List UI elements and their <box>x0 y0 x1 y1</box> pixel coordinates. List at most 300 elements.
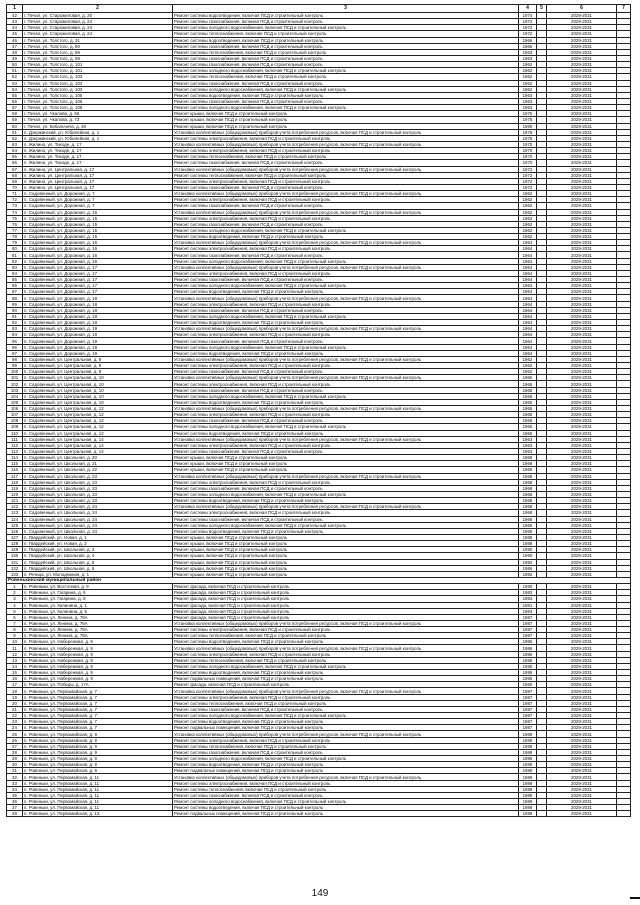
row-number-cell: 118 <box>7 479 23 485</box>
build-year-cell: 1980 <box>519 123 537 129</box>
work-type-cell: Ремонт системы газоснабжения, включая ПСД и строительный контроль <box>173 221 519 227</box>
build-year-cell: 1962 <box>519 86 537 92</box>
period-cell: 2029-2031 <box>547 209 617 215</box>
address-cell: г. Печал, ул. Толстого, д. 99 <box>23 55 173 61</box>
build-year-cell: 1963 <box>519 105 537 111</box>
row-number-cell: 117 <box>7 473 23 479</box>
row-number-cell: 49 <box>7 55 23 61</box>
build-year-cell: 1964 <box>519 283 537 289</box>
address-cell: п. Ровеньки, ул. Набережная, д. 9 <box>23 663 173 669</box>
period-cell: 2029-2031 <box>547 676 617 682</box>
build-year-cell: 1964 <box>519 350 537 356</box>
address-cell: п. Садовенный, ул. Школьная, д. 24 <box>23 510 173 516</box>
build-year-cell: 1968 <box>519 510 537 516</box>
work-type-cell: Ремонт крыши, включая ПСД и строительный контроль <box>173 123 519 129</box>
address-cell: п. Садовенный, ул. Дорожная, д. 16 <box>23 258 173 264</box>
build-year-cell: 1989 <box>519 768 537 774</box>
build-year-cell: 1968 <box>519 528 537 534</box>
work-type-cell: Ремонт системы газоснабжения, включая ПСД и строительный контроль <box>173 448 519 454</box>
row-number-cell: 99 <box>7 363 23 369</box>
period-cell: 2029-2031 <box>547 412 617 418</box>
build-year-cell: 1964 <box>519 277 537 283</box>
build-year-cell: 1965 <box>519 430 537 436</box>
row-number-cell: 28 <box>7 749 23 755</box>
build-year-cell: 1989 <box>519 811 537 817</box>
period-cell: 2029-2031 <box>547 295 617 301</box>
address-cell: г. Печал, ул. Старожиловая, д. 24 <box>23 31 173 37</box>
period-cell: 2029-2031 <box>547 762 617 768</box>
address-cell: п. Садовенный, ул. Дорожная, д. 17 <box>23 277 173 283</box>
header-col-1: 1 <box>7 5 23 13</box>
address-cell: п. Ровеньки, ул. Первомайская, д. 7 <box>23 688 173 694</box>
period-cell: 2029-2031 <box>547 37 617 43</box>
row-number-cell: 112 <box>7 442 23 448</box>
period-cell: 2029-2031 <box>547 43 617 49</box>
build-year-cell: 1990 <box>519 553 537 559</box>
table-header <box>7 5 631 13</box>
work-type-cell: Ремонт системы холодного водоснабжения, включая ПСД и строительный контроль <box>173 663 519 669</box>
period-cell: 2029-2031 <box>547 105 617 111</box>
work-type-cell: Ремонт системы газоснабжения, включая ПСД и строительный контроль <box>173 62 519 68</box>
period-cell: 2029-2031 <box>547 234 617 240</box>
row-number-cell: 81 <box>7 252 23 258</box>
row-number-cell: 105 <box>7 399 23 405</box>
period-cell: 2029-2031 <box>547 559 617 565</box>
build-year-cell: 1986 <box>519 651 537 657</box>
work-type-cell: Ремонт системы водоотведения, включая ПСД и строительный контроль <box>173 639 519 645</box>
address-cell: п. Ровеньки, ул. Набережная, д. 9 <box>23 639 173 645</box>
work-type-cell: Ремонт системы водоотведения, включая ПСД и строительный контроль <box>173 719 519 725</box>
row-number-cell: 50 <box>7 62 23 68</box>
row-number-cell: 82 <box>7 258 23 264</box>
row-number-cell: 52 <box>7 74 23 80</box>
row-number-cell: 119 <box>7 485 23 491</box>
address-cell: п. Садовенный, ул. Центральная, д. 12 <box>23 430 173 436</box>
work-type-cell: Установка коллективных (общедомовых) приборов учета потребления ресурсов, включая ПСД и строительный контроль <box>173 295 519 301</box>
build-year-cell: 1970 <box>519 141 537 147</box>
build-year-cell: 1968 <box>519 485 537 491</box>
period-cell: 2029-2031 <box>547 774 617 780</box>
period-cell: 2029-2031 <box>547 749 617 755</box>
address-cell: п. Садовенный, ул. Центральная, д. 14 <box>23 448 173 454</box>
address-cell: п. Садовенный, ул. Дорожная, д. 15 <box>23 215 173 221</box>
build-year-cell: 1995 <box>519 676 537 682</box>
period-cell: 2029-2031 <box>547 62 617 68</box>
address-cell: п. Ровеньки, ул. Первомайская, д. 9 <box>23 768 173 774</box>
row-number-cell: 76 <box>7 221 23 227</box>
address-cell: п. Садовенный, ул. Дорожная, д. 19 <box>23 332 173 338</box>
build-year-cell: 1987 <box>519 719 537 725</box>
work-type-cell: Установка коллективных (общедомовых) приборов учета потребления ресурсов, включая ПСД и строительный контроль <box>173 141 519 147</box>
row-number-cell: 30 <box>7 762 23 768</box>
build-year-cell: 1995 <box>519 663 537 669</box>
work-type-cell: Ремонт подвальных помещений, включая ПСД и строительный контроль <box>173 725 519 731</box>
work-type-cell: Ремонт системы водоотведения, включая ПСД и строительный контроль <box>173 320 519 326</box>
period-cell: 2029-2031 <box>547 436 617 442</box>
work-type-cell: Установка коллективных (общедомовых) приборов учета потребления ресурсов, включая ПСД и строительный контроль <box>173 191 519 197</box>
address-cell: п. Ровеньки, ул. Ленина, д. 78А <box>23 614 173 620</box>
address-cell: п. Садовенный, ул. Школьная, д. 23 <box>23 498 173 504</box>
build-year-cell: 1966 <box>519 37 537 43</box>
row-number-cell: 26 <box>7 737 23 743</box>
row-number-cell: 133 <box>7 571 23 577</box>
work-type-cell: Ремонт системы электроснабжения, включая ПСД и строительный контроль <box>173 737 519 743</box>
work-type-cell: Ремонт системы газоснабжения, включая ПСД и строительный контроль <box>173 252 519 258</box>
address-cell: п. Ровеньки, ул. Первомайская, д. 11 <box>23 792 173 798</box>
work-type-cell: Ремонт системы электроснабжения, включая ПСД и строительный контроль <box>173 178 519 184</box>
work-type-cell: Ремонт системы водоотведения, включая ПСД и строительный контроль <box>173 13 519 19</box>
address-cell: п. Ровеньки, ул. Первомайская, д. 9 <box>23 743 173 749</box>
work-type-cell: Ремонт системы электроснабжения, включая ПСД и строительный контроль <box>173 270 519 276</box>
period-cell: 2029-2031 <box>547 227 617 233</box>
work-type-cell: Ремонт крыши, включая ПСД и строительный контроль <box>173 111 519 117</box>
row-number-cell: 55 <box>7 92 23 98</box>
row-number-cell: 107 <box>7 412 23 418</box>
work-type-cell: Ремонт системы холодного водоснабжения, включая ПСД и строительный контроль <box>173 491 519 497</box>
row-number-cell: 9 <box>7 633 23 639</box>
period-cell: 2029-2031 <box>547 694 617 700</box>
address-cell: п. Речица, ул. Молодежная, д. 1 <box>23 571 173 577</box>
work-type-cell: Ремонт системы газоснабжения, включая ПСД и строительный контроль <box>173 19 519 25</box>
build-year-cell: 1990 <box>519 547 537 553</box>
work-type-cell: Ремонт системы холодного водоснабжения, включая ПСД и строительный контроль <box>173 105 519 111</box>
period-cell: 2029-2031 <box>547 541 617 547</box>
address-cell: п. Садовенный, ул. Дорожная, д. 7 <box>23 197 173 203</box>
work-type-cell: Ремонт системы холодного водоснабжения, включая ПСД и строительный контроль <box>173 86 519 92</box>
build-year-cell: 1962 <box>519 215 537 221</box>
row-number-cell: 25 <box>7 731 23 737</box>
row-number-cell: 44 <box>7 25 23 31</box>
address-cell: п. Садовенный, ул. Школьная, д. 24 <box>23 516 173 522</box>
address-cell: п. Садовенный, ул. Школьная, д. 24 <box>23 504 173 510</box>
address-cell: п. Садовенный, ул. Дорожная, д. 18 <box>23 320 173 326</box>
row-number-cell: 128 <box>7 541 23 547</box>
work-type-cell: Ремонт крыши, включая ПСД и строительный контроль <box>173 455 519 461</box>
capital-repair-table <box>6 4 631 817</box>
build-year-cell: 1972 <box>519 19 537 25</box>
build-year-cell: 1980 <box>519 584 537 590</box>
row-number-cell: 32 <box>7 774 23 780</box>
row-number-cell: 13 <box>7 657 23 663</box>
row-number-cell: 102 <box>7 381 23 387</box>
row-number-cell: 61 <box>7 129 23 135</box>
build-year-cell: 1972 <box>519 166 537 172</box>
build-year-cell: 1962 <box>519 74 537 80</box>
address-cell: г. Печал, ул. Старожиловая, д. 20 <box>23 13 173 19</box>
address-cell: п. Садовенный, ул. Дорожная, д. 18 <box>23 295 173 301</box>
period-cell: 2029-2031 <box>547 160 617 166</box>
header-row <box>7 5 631 13</box>
build-year-cell: 1987 <box>519 620 537 626</box>
build-year-cell: 1972 <box>519 184 537 190</box>
work-type-cell: Ремонт системы водоотведения, включая ПСД и строительный контроль <box>173 430 519 436</box>
address-cell: п. Ровеньки, ул. Набережная, д. 9 <box>23 651 173 657</box>
work-type-cell: Ремонт системы холодного водоснабжения, включая ПСД и строительный контроль <box>173 393 519 399</box>
address-cell: п. Жилино, ул. Тиходе, д. 17 <box>23 154 173 160</box>
work-type-cell: Ремонт системы газоснабжения, включая ПСД и строительный контроль <box>173 418 519 424</box>
period-cell: 2029-2031 <box>547 332 617 338</box>
period-cell: 2029-2031 <box>547 350 617 356</box>
build-year-cell: 1987 <box>519 614 537 620</box>
work-type-cell: Ремонт системы электроснабжения, включая ПСД и строительный контроль <box>173 479 519 485</box>
row-number-cell: 132 <box>7 565 23 571</box>
address-cell: п. Садовенный, ул. Школьная, д. 20 <box>23 455 173 461</box>
build-year-cell: 1988 <box>519 534 537 540</box>
address-cell: п. Садовенный, ул. Дорожная, д. 16 <box>23 252 173 258</box>
build-year-cell: 1968 <box>519 479 537 485</box>
period-cell: 2029-2031 <box>547 670 617 676</box>
row-number-cell: 34 <box>7 786 23 792</box>
row-number-cell: 121 <box>7 498 23 504</box>
row-number-cell: 84 <box>7 270 23 276</box>
address-cell: п. Ровеньки, ул. Набережная, д. 9 <box>23 657 173 663</box>
work-type-cell: Установка коллективных (общедомовых) приборов учета потребления ресурсов, включая ПСД и строительный контроль <box>173 240 519 246</box>
period-cell: 2029-2031 <box>547 141 617 147</box>
row-number-cell: 8 <box>7 627 23 633</box>
period-cell: 2029-2031 <box>547 663 617 669</box>
period-cell: 2029-2031 <box>547 522 617 528</box>
address-cell: г. Печал, ул. Толстого, д. 101 <box>23 62 173 68</box>
work-type-cell: Ремонт системы электроснабжения, включая ПСД и строительный контроль <box>173 694 519 700</box>
build-year-cell: 1989 <box>519 737 537 743</box>
period-cell: 2029-2031 <box>547 270 617 276</box>
period-cell: 2029-2031 <box>547 688 617 694</box>
work-type-cell: Установка коллективных (общедомовых) приборов учета потребления ресурсов, включая ПСД и строительный контроль <box>173 645 519 651</box>
build-year-cell: 1972 <box>519 25 537 31</box>
period-cell: 2029-2031 <box>547 528 617 534</box>
row-number-cell: 56 <box>7 98 23 104</box>
work-type-cell: Ремонт крыши, включая ПСД и строительный контроль <box>173 571 519 577</box>
period-cell: 2029-2031 <box>547 246 617 252</box>
table-body <box>7 13 631 817</box>
period-cell: 2029-2031 <box>547 191 617 197</box>
row-number-cell: 89 <box>7 301 23 307</box>
work-type-cell: Ремонт системы электроснабжения, включая ПСД и строительный контроль <box>173 197 519 203</box>
row-number-cell: 108 <box>7 418 23 424</box>
address-cell: п. Жилино, ул. Тиходе, д. 17 <box>23 160 173 166</box>
work-type-cell: Ремонт системы теплоснабжения, включая ПСД и строительный контроль <box>173 633 519 639</box>
period-cell: 2029-2031 <box>547 510 617 516</box>
period-cell: 2029-2031 <box>547 307 617 313</box>
build-year-cell: 1964 <box>519 332 537 338</box>
address-cell: г. Печал, ул. Толстого, д. 106 <box>23 98 173 104</box>
work-type-cell: Ремонт фасада, включая ПСД и строительный контроль <box>173 602 519 608</box>
work-type-cell: Установка коллективных (общедомовых) приборов учета потребления ресурсов, включая ПСД и строительный контроль <box>173 473 519 479</box>
build-year-cell: 1964 <box>519 307 537 313</box>
work-type-cell: Ремонт системы холодного водоснабжения, включая ПСД и строительный контроль <box>173 713 519 719</box>
row-number-cell: 98 <box>7 356 23 362</box>
work-type-cell: Установка коллективных (общедомовых) приборов учета потребления ресурсов, включая ПСД и строительный контроль <box>173 209 519 215</box>
build-year-cell: 1963 <box>519 442 537 448</box>
build-year-cell: 1989 <box>519 762 537 768</box>
work-type-cell: Ремонт системы электроснабжения, включая ПСД и строительный контроль <box>173 780 519 786</box>
build-year-cell: 1987 <box>519 713 537 719</box>
row-number-cell: 97 <box>7 350 23 356</box>
work-type-cell: Ремонт системы водоотведения, включая ПСД и строительный контроль <box>173 92 519 98</box>
build-year-cell: 1964 <box>519 301 537 307</box>
address-cell: г. Печал, ул. Старожиловая, д. 24 <box>23 25 173 31</box>
period-cell: 2029-2031 <box>547 19 617 25</box>
address-cell: п. Жилино, ул. Центральная, д. 17 <box>23 178 173 184</box>
work-type-cell: Ремонт фасада, включая ПСД и строительный контроль <box>173 584 519 590</box>
period-cell: 2029-2031 <box>547 31 617 37</box>
address-cell: п. Садовенный, ул. Центральная, д. 14 <box>23 436 173 442</box>
period-cell: 2029-2031 <box>547 399 617 405</box>
row-number-cell: 122 <box>7 504 23 510</box>
period-cell: 2029-2031 <box>547 485 617 491</box>
period-cell: 2029-2031 <box>547 737 617 743</box>
address-cell: п. Садовенный, ул. Дорожная, д. 19 <box>23 344 173 350</box>
row-number-cell: 111 <box>7 436 23 442</box>
period-cell: 2029-2031 <box>547 252 617 258</box>
period-cell: 2029-2031 <box>547 799 617 805</box>
row-number-cell: 67 <box>7 166 23 172</box>
address-cell: п. Садовенный, ул. Дорожная, д. 18 <box>23 307 173 313</box>
work-type-cell: Ремонт системы теплоснабжения, включая ПСД и строительный контроль <box>173 657 519 663</box>
build-year-cell: 1995 <box>519 670 537 676</box>
work-type-cell: Ремонт системы электроснабжения, включая ПСД и строительный контроль <box>173 651 519 657</box>
period-cell: 2029-2031 <box>547 148 617 154</box>
address-cell: п. Ровеньки, ул. Ленина, д. 78А <box>23 620 173 626</box>
work-type-cell: Ремонт системы электроснабжения, включая ПСД и строительный контроль <box>173 246 519 252</box>
build-year-cell: 1962 <box>519 197 537 203</box>
period-cell: 2029-2031 <box>547 491 617 497</box>
row-number-cell: 88 <box>7 295 23 301</box>
row-number-cell: 96 <box>7 344 23 350</box>
work-type-cell: Ремонт системы электроснабжения, включая ПСД и строительный контроль <box>173 510 519 516</box>
period-cell: 2029-2031 <box>547 375 617 381</box>
address-cell: г. Печал, ул. Толстого, д. 105 <box>23 92 173 98</box>
work-type-cell: Ремонт системы водоотведения, включая ПСД и строительный контроль <box>173 350 519 356</box>
period-cell: 2029-2031 <box>547 811 617 817</box>
period-cell: 2029-2031 <box>547 98 617 104</box>
row-number-cell: 33 <box>7 780 23 786</box>
period-cell: 2029-2031 <box>547 780 617 786</box>
build-year-cell: 1968 <box>519 491 537 497</box>
address-cell: п. Садовенный, ул. Дорожная, д. 7 <box>23 203 173 209</box>
work-type-cell: Ремонт системы газоснабжения, включая ПСД и строительный контроль <box>173 98 519 104</box>
address-cell: п. Дзержинский, ул. Юбилейная, д. 1 <box>23 135 173 141</box>
period-cell: 2029-2031 <box>547 289 617 295</box>
period-cell: 2029-2031 <box>547 326 617 332</box>
build-year-cell: 1962 <box>519 221 537 227</box>
address-cell: п. Гвардейский, ул. Новая, д. 1 <box>23 534 173 540</box>
period-cell: 2029-2031 <box>547 369 617 375</box>
address-cell: п. Садовенный, ул. Школьная, д. 22 <box>23 467 173 473</box>
row-number-cell: 66 <box>7 160 23 166</box>
period-cell: 2029-2031 <box>547 301 617 307</box>
build-year-cell: 1972 <box>519 31 537 37</box>
address-cell: п. Ровеньки, ул. Первомайская, д. 13 <box>23 811 173 817</box>
build-year-cell: 1987 <box>519 633 537 639</box>
build-year-cell: 1962 <box>519 363 537 369</box>
work-type-cell: Установка коллективных (общедомовых) приборов учета потребления ресурсов, включая ПСД и строительный контроль <box>173 731 519 737</box>
row-number-cell: 53 <box>7 80 23 86</box>
work-type-cell: Ремонт крыши, включая ПСД и строительный контроль <box>173 467 519 473</box>
period-cell: 2029-2031 <box>547 258 617 264</box>
build-year-cell: 1992 <box>519 559 537 565</box>
build-year-cell: 1968 <box>519 498 537 504</box>
period-cell: 2029-2031 <box>547 184 617 190</box>
work-type-cell: Ремонт системы холодного водоснабжения, включая ПСД и строительный контроль <box>173 756 519 762</box>
row-number-cell: 7 <box>7 620 23 626</box>
build-year-cell: 1989 <box>519 756 537 762</box>
period-cell: 2029-2031 <box>547 221 617 227</box>
row-number-cell: 85 <box>7 277 23 283</box>
address-cell: п. Ровеньки, ул. Набережная, д. 9 <box>23 670 173 676</box>
period-cell: 2029-2031 <box>547 590 617 596</box>
header-col-3: 3 <box>173 5 519 13</box>
build-year-cell: 1987 <box>519 627 537 633</box>
row-number-cell: 63 <box>7 141 23 147</box>
address-cell: п. Садовенный, ул. Дорожная, д. 17 <box>23 283 173 289</box>
build-year-cell: 1965 <box>519 412 537 418</box>
row-number-cell: 11 <box>7 645 23 651</box>
build-year-cell: 1968 <box>519 516 537 522</box>
row-number-cell: 101 <box>7 375 23 381</box>
work-type-cell: Ремонт системы водоотведения, включая ПСД и строительный контроль <box>173 805 519 811</box>
address-cell: п. Ровеньки, ул. Первомайская, д. 9 <box>23 731 173 737</box>
work-type-cell: Ремонт системы электроснабжения, включая ПСД и строительный контроль <box>173 627 519 633</box>
period-cell: 2029-2031 <box>547 283 617 289</box>
build-year-cell: 1989 <box>519 799 537 805</box>
period-cell: 2029-2031 <box>547 381 617 387</box>
work-type-cell: Ремонт системы водоотведения, включая ПСД и строительный контроль <box>173 762 519 768</box>
address-cell: п. Садовенный, ул. Центральная, д. 8 <box>23 369 173 375</box>
address-cell: п. Жилино, ул. Центральная, д. 17 <box>23 184 173 190</box>
address-cell: п. Ровеньки, ул. Первомайская, д. 9 <box>23 737 173 743</box>
period-cell: 2029-2031 <box>547 614 617 620</box>
address-cell: п. Жилино, ул. Тиходе, д. 17 <box>23 148 173 154</box>
build-year-cell: 1963 <box>519 436 537 442</box>
period-cell: 2029-2031 <box>547 534 617 540</box>
row-number-cell: 23 <box>7 719 23 725</box>
work-type-cell: Установка коллективных (общедомовых) приборов учета потребления ресурсов, включая ПСД и строительный контроль <box>173 620 519 626</box>
work-type-cell: Ремонт крыши, включая ПСД и строительный контроль <box>173 559 519 565</box>
build-year-cell: 1982 <box>519 590 537 596</box>
work-type-cell: Ремонт подвальных помещений, включая ПСД и строительный контроль <box>173 676 519 682</box>
address-cell: г. Печал, ул. Толстого, д. 90 <box>23 43 173 49</box>
header-col-7: 7 <box>617 5 631 13</box>
period-cell: 2029-2031 <box>547 166 617 172</box>
period-cell: 2029-2031 <box>547 49 617 55</box>
build-year-cell: 1982 <box>519 571 537 577</box>
address-cell: п. Ровеньки, ул. Первомайская, д. 9 <box>23 762 173 768</box>
row-number-cell: 4 <box>7 602 23 608</box>
period-cell: 2029-2031 <box>547 461 617 467</box>
build-year-cell: 1968 <box>519 473 537 479</box>
address-cell: п. Жилино, ул. Тиходе, д. 17 <box>23 141 173 147</box>
build-year-cell: 1989 <box>519 743 537 749</box>
build-year-cell: 1965 <box>519 381 537 387</box>
row-number-cell: 20 <box>7 700 23 706</box>
address-cell: п. Ровеньки, ул. Первомайская, д. 7 <box>23 725 173 731</box>
build-year-cell: 1970 <box>519 160 537 166</box>
build-year-cell: 1968 <box>519 461 537 467</box>
work-type-cell: Установка коллективных (общедомовых) приборов учета потребления ресурсов, включая ПСД и строительный контроль <box>173 688 519 694</box>
period-cell: 2029-2031 <box>547 645 617 651</box>
row-number-cell: 10 <box>7 639 23 645</box>
row-number-cell: 1 <box>7 584 23 590</box>
work-type-cell: Ремонт системы теплоснабжения, включая ПСД и строительный контроль <box>173 154 519 160</box>
build-year-cell: 1989 <box>519 749 537 755</box>
build-year-cell: 1965 <box>519 406 537 412</box>
address-cell: п. Ровеньки, ул. Первомайская, д. 7 <box>23 694 173 700</box>
work-type-cell: Ремонт системы водоотведения, включая ПСД и строительный контроль <box>173 498 519 504</box>
period-cell: 2029-2031 <box>547 123 617 129</box>
row-number-cell: 5 <box>7 608 23 614</box>
address-cell: г. Печал, ул. Толстого, д. 109 <box>23 105 173 111</box>
